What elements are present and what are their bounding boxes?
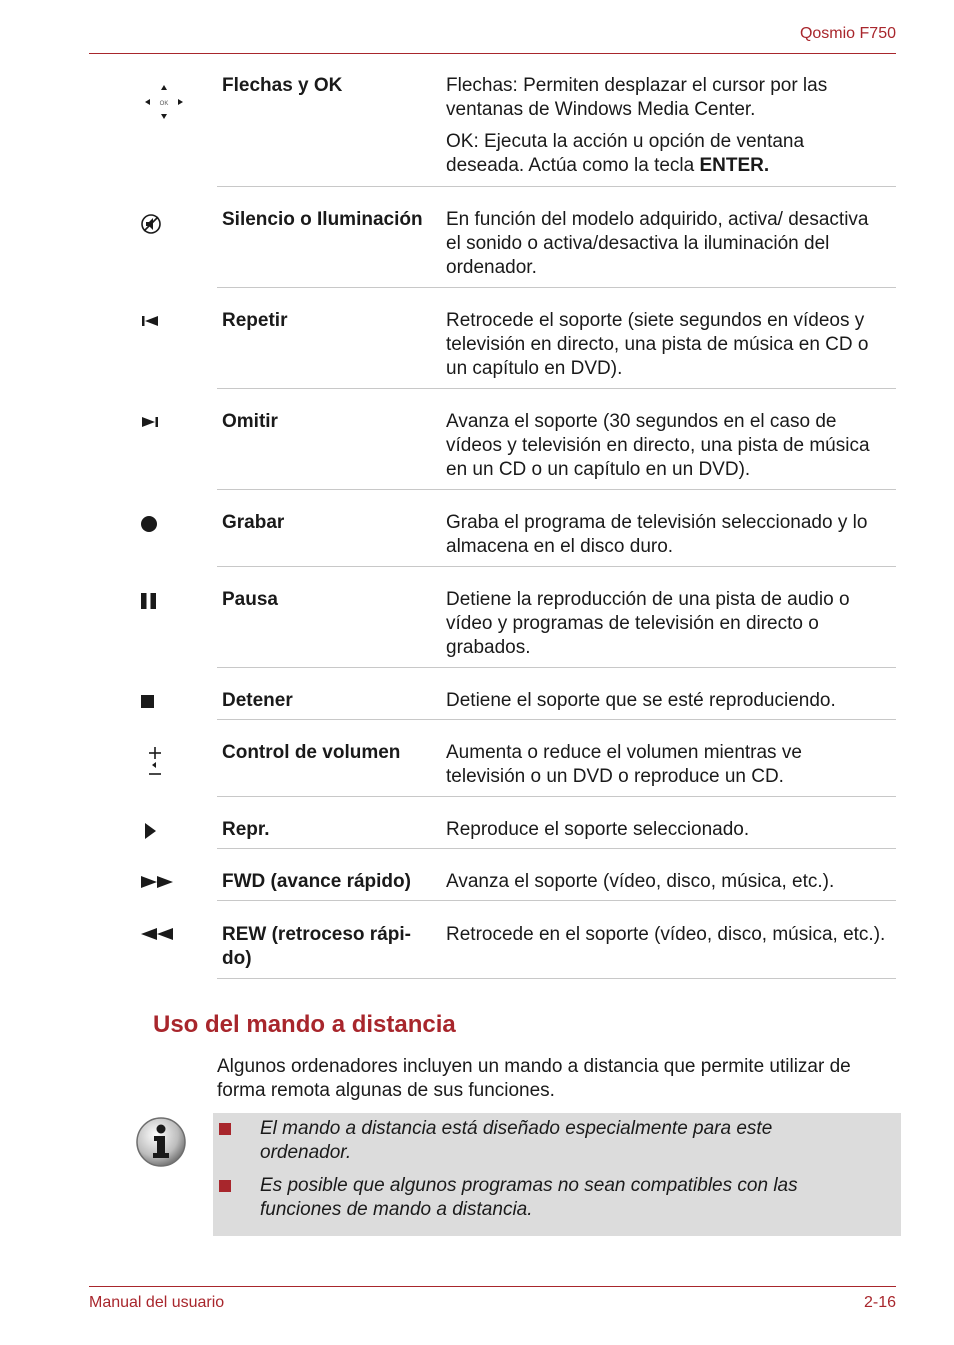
row-name: Silencio o Iluminación — [222, 209, 423, 230]
page-number: 2-16 — [863, 1294, 896, 1311]
row-desc — [446, 74, 886, 178]
row-name: Detener — [222, 690, 293, 711]
row-desc-arrows: Flechas: Permiten desplazar el cursor por las ventanas de Windows Media Center. — [446, 75, 828, 120]
row-name: Omitir — [222, 411, 278, 432]
row-desc: Reproduce el soporte seleccionado. — [446, 819, 750, 840]
note-item — [260, 1117, 860, 1165]
row-name: Grabar — [222, 512, 285, 533]
note-item-text: Es posible que algunos programas no sean compatibles con las funciones de mando a distancia. — [260, 1175, 798, 1220]
footer-divider — [89, 1286, 896, 1287]
mute-icon — [140, 212, 164, 236]
note-box — [213, 1113, 901, 1236]
row-desc: Avanza el soporte (vídeo, disco, música, etc.). — [446, 871, 835, 892]
row-divider — [217, 796, 896, 797]
row-divider — [217, 719, 896, 720]
row-divider — [217, 978, 896, 979]
row-desc: Detiene la reproducción de una pista de audio o vídeo y programas de televisión en directo o grabados. — [446, 589, 850, 658]
volume-icon — [144, 743, 166, 779]
row-desc: Avanza el soporte (30 segundos en el caso de vídeos y televisión en directo, una pista de música en un CD o un capítulo en un DVD). — [446, 411, 870, 480]
row-desc: Graba el programa de televisión seleccionado y lo almacena en el disco duro. — [446, 512, 868, 557]
row-divider — [217, 287, 896, 288]
row-divider — [217, 848, 896, 849]
row-name: FWD (avance rápido) — [222, 871, 411, 892]
info-icon — [134, 1115, 188, 1169]
play-icon — [143, 822, 159, 840]
row-desc: Detiene el soporte que se esté reproduciendo. — [446, 690, 836, 711]
row-divider — [217, 900, 896, 901]
row-desc-ok-text: OK: Ejecuta la acción u opción de ventana deseada. Actúa como la tecla — [446, 131, 805, 176]
row-divider — [217, 489, 896, 490]
note-item — [260, 1174, 860, 1222]
header-title: Qosmio F750 — [799, 25, 896, 42]
row-name: REW (retroceso rápi- do) — [222, 924, 411, 969]
note-item-text: El mando a distancia está diseñado especialmente para este ordenador. — [260, 1118, 773, 1163]
row-divider — [217, 186, 896, 187]
arrows-ok-icon — [142, 82, 188, 122]
bullet-marker — [219, 1123, 231, 1135]
row-desc: Aumenta o reduce el volumen mientras ve televisión o un DVD o reproduce un CD. — [446, 742, 802, 787]
row-name: Repetir — [222, 310, 288, 331]
row-divider — [217, 566, 896, 567]
row-divider — [217, 388, 896, 389]
header-divider — [89, 53, 896, 54]
skip-forward-icon — [140, 415, 160, 429]
record-icon — [140, 515, 158, 533]
section-intro: Algunos ordenadores incluyen un mando a distancia que permite utilizar de forma remota algunas de sus funciones. — [217, 1056, 851, 1101]
row-desc-ok — [446, 130, 886, 178]
fast-forward-icon — [140, 875, 176, 889]
row-name: Flechas y OK — [222, 75, 343, 96]
row-divider — [217, 667, 896, 668]
section-title: Uso del mando a distancia — [153, 1011, 456, 1038]
stop-icon — [140, 694, 156, 710]
row-name: Control de volumen — [222, 742, 401, 763]
row-name: Repr. — [222, 819, 270, 840]
ok-label: OK — [159, 101, 169, 107]
bullet-marker — [219, 1180, 231, 1192]
row-desc: En función del modelo adquirido, activa/ desactiva el sonido o activa/desactiva la iluminación del ordenador. — [446, 209, 869, 278]
row-desc: Retrocede en el soporte (vídeo, disco, música, etc.). — [446, 924, 886, 945]
row-desc: Retrocede el soporte (siete segundos en vídeos y televisión en directo, una pista de música en CD o un capítulo en DVD). — [446, 310, 869, 379]
rewind-icon — [140, 927, 176, 941]
pause-icon — [140, 592, 158, 610]
footer-title: Manual del usuario — [89, 1294, 225, 1311]
enter-key-label: ENTER. — [699, 155, 770, 176]
skip-back-icon — [140, 314, 160, 328]
row-name: Pausa — [222, 589, 278, 610]
